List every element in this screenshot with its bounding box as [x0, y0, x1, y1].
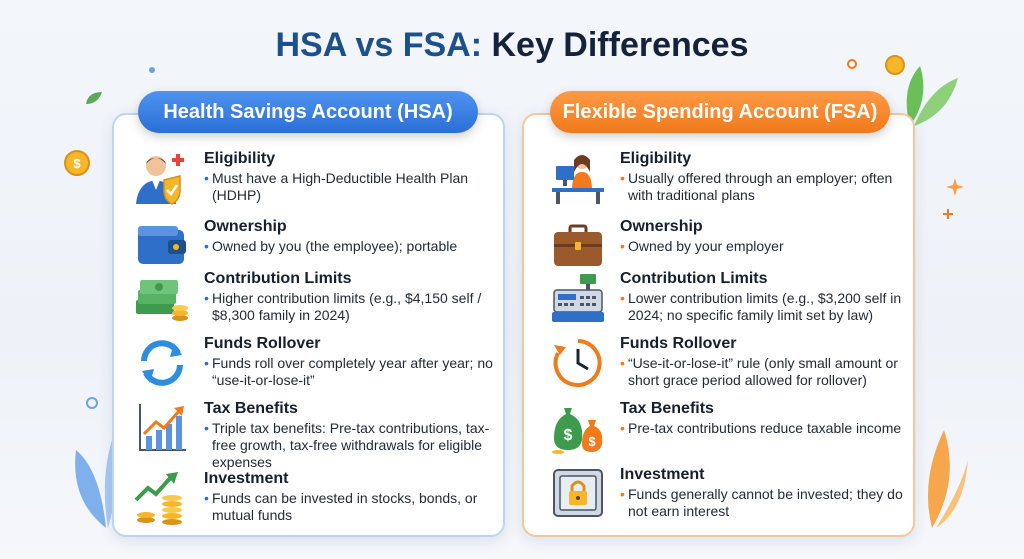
fsa-header: Flexible Spending Account (FSA) [550, 91, 890, 133]
fsa-eligibility-heading: Eligibility [620, 150, 692, 167]
cash-stack-icon [134, 270, 190, 326]
hsa-tax-text: Triple tax benefits: Pre-tax contributions, tax-free growth, tax-free withdrawals for eligible expenses [212, 420, 490, 470]
hsa-tax-heading: Tax Benefits [204, 400, 298, 417]
fsa-contribution-heading: Contribution Limits [620, 270, 768, 287]
money-bags-icon [550, 400, 606, 456]
hsa-ownership-heading: Ownership [204, 218, 287, 235]
page-title: HSA vs FSA: Key Differences [275, 26, 749, 64]
ring-decoration [846, 58, 858, 70]
svg-text:$: $ [563, 427, 573, 444]
fsa-ownership-heading: Ownership [620, 218, 703, 235]
hsa-investment-heading: Investment [204, 470, 289, 487]
leaf-icon [84, 90, 104, 106]
hsa-ownership-text: Owned by you (the employee); portable [212, 238, 458, 254]
fsa-tax-heading: Tax Benefits [620, 400, 714, 417]
sparkle-icon [946, 178, 964, 196]
hsa-eligibility-heading: Eligibility [204, 150, 276, 167]
hsa-rollover-text: Funds roll over completely year after year; no “use-it-or-lose-it” [212, 355, 493, 388]
ring-decoration [84, 395, 100, 411]
hsa-investment-text: Funds can be invested in stocks, bonds, or mutual funds [212, 490, 478, 523]
briefcase-icon [550, 218, 606, 274]
hsa-rollover-heading: Funds Rollover [204, 335, 321, 352]
employee-desk-icon [550, 150, 606, 206]
rollover-arrows-icon [134, 335, 190, 391]
cash-register-icon [550, 270, 606, 326]
dot-decoration [148, 66, 156, 74]
orange-leaf-icon [920, 420, 970, 530]
fsa-ownership-text: Owned by your employer [628, 238, 784, 254]
fsa-investment-heading: Investment [620, 466, 705, 483]
doctor-shield-icon [134, 150, 190, 206]
fsa-contribution-text: Lower contribution limits (e.g., $3,200 self in 2024; no specific family limit set by law) [628, 290, 902, 323]
clock-icon [550, 335, 606, 391]
fsa-eligibility-text: Usually offered through an employer; often with traditional plans [628, 170, 893, 203]
fsa-rollover-text: “Use-it-or-lose-it” rule (only small amount or short grace period allowed for rollover) [628, 355, 898, 388]
svg-text:$: $ [588, 434, 596, 449]
fsa-tax-text: Pre-tax contributions reduce taxable income [628, 420, 902, 436]
hsa-contribution-text: Higher contribution limits (e.g., $4,150 self / $8,300 family in 2024) [212, 290, 482, 323]
wallet-icon [134, 218, 190, 274]
hsa-header: Health Savings Account (HSA) [138, 91, 478, 133]
investment-coins-icon [134, 470, 190, 526]
plus-decoration [942, 208, 954, 220]
fsa-investment-text: Funds generally cannot be invested; they do not earn interest [628, 486, 903, 519]
coin-icon [62, 148, 92, 178]
hsa-eligibility-text: Must have a High-Deductible Health Plan (HDHP) [212, 170, 469, 203]
blue-leaf-icon [70, 420, 114, 530]
hsa-contribution-heading: Contribution Limits [204, 270, 352, 287]
growth-chart-icon [134, 400, 190, 456]
fsa-rollover-heading: Funds Rollover [620, 335, 737, 352]
safe-lock-icon [550, 466, 606, 522]
svg-text:$: $ [73, 156, 81, 171]
